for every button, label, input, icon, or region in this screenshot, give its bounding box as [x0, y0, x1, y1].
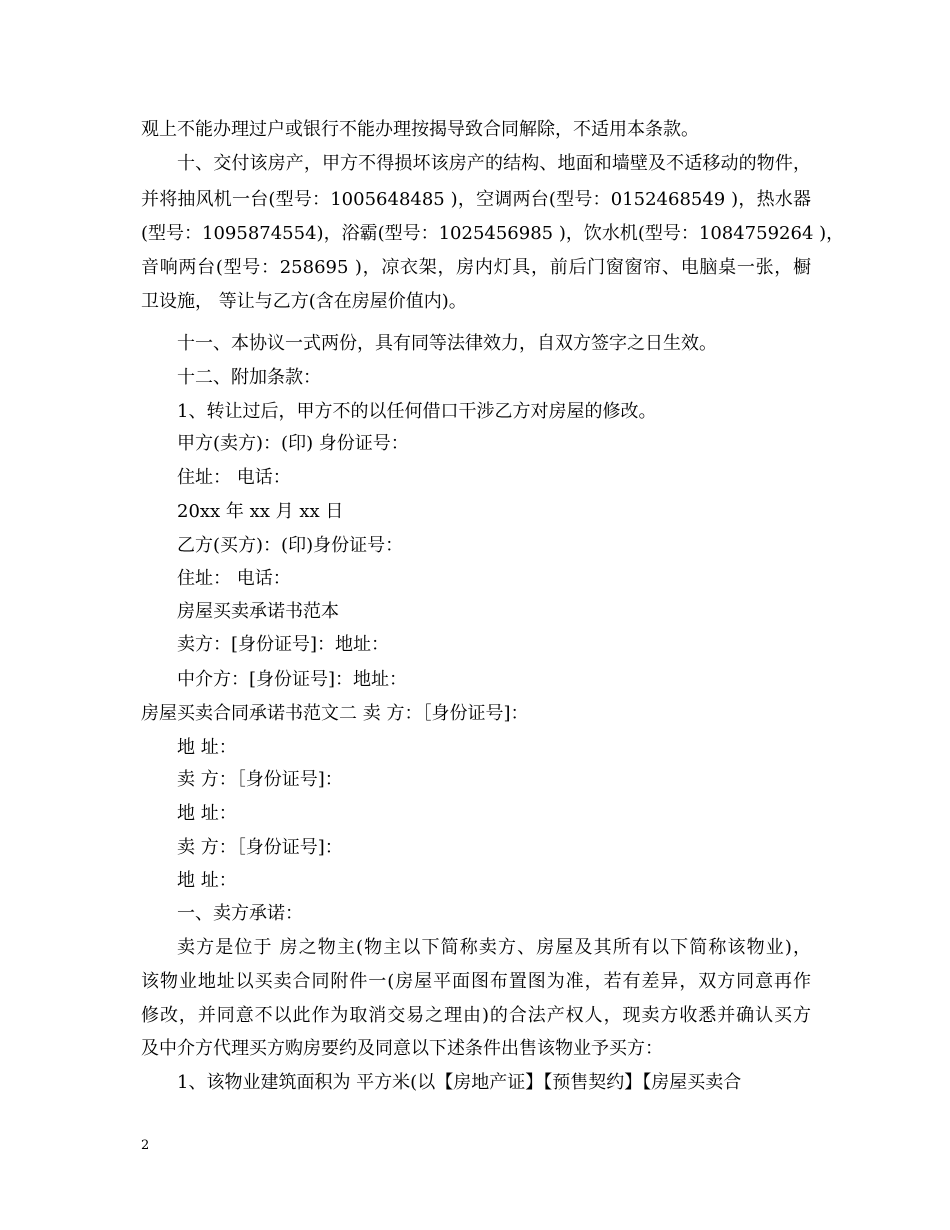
page-number: 2 [141, 1138, 150, 1153]
text-line-8: 十二、附加条款： [177, 367, 321, 388]
text-line-5: 音响两台(型号：258695 )，凉衣架，房内灯具，前后门窗窗帘、电脑桌一张，橱 [141, 257, 811, 278]
text-line-3: 并将抽风机一台(型号：1005648485 )，空调两台(型号：0152468549 )，热水器 [141, 189, 811, 210]
text-line-17: 中介方：[身份证号]：地址： [177, 669, 408, 690]
text-line-10: 甲方(卖方)：(印) 身份证号： [177, 433, 409, 454]
text-line-11: 住址： 电话： [177, 467, 291, 488]
text-line-29: 1、该物业建筑面积为 平方米(以【房地产证】【预售契约】【房屋买卖合 [177, 1072, 742, 1093]
text-line-13: 乙方(买方)：(印)身份证号： [177, 535, 404, 556]
text-line-28: 及中介方代理买方购房要约及同意以下述条件出售该物业予买方： [141, 1038, 663, 1059]
text-line-16: 卖方：[身份证号]：地址： [177, 634, 390, 655]
text-line-2: 十、交付该房产，甲方不得损坏该房产的结构、地面和墙壁及不适移动的物件， [177, 153, 811, 174]
text-line-6: 卫设施， 等让与乙方(含在房屋价值内)。 [141, 291, 467, 312]
text-line-9: 1、转让过后，甲方不的以任何借口干涉乙方对房屋的修改。 [177, 401, 657, 422]
text-line-15: 房屋买卖承诺书范本 [177, 601, 339, 622]
text-line-18: 房屋买卖合同承诺书范文二 卖 方：［身份证号]： [141, 703, 529, 724]
text-line-12: 20xx 年 xx 月 xx 日 [177, 501, 344, 522]
text-line-7: 十一、本协议一式两份，具有同等法律效力，自双方签字之日生效。 [177, 333, 717, 354]
text-line-26: 该物业地址以买卖合同附件一(房屋平面图布置图为准，若有差异，双方同意再作 [141, 971, 811, 992]
text-line-1: 观上不能办理过户或银行不能办理按揭导致合同解除，不适用本条款。 [141, 119, 699, 140]
text-line-27: 修改，并同意不以此作为取消交易之理由)的合法产权人，现卖方收悉并确认买方 [141, 1005, 811, 1026]
text-line-19: 地 址： [177, 737, 237, 758]
text-line-4: (型号：1095874554)，浴霸(型号：1025456985 )，饮水机(型号：1084759264 )， [141, 223, 845, 244]
text-line-23: 地 址： [177, 870, 237, 891]
text-line-24: 一、卖方承诺： [177, 903, 303, 924]
text-line-25: 卖方是位于 房之物主(物主以下简称卖方、房屋及其所有以下简称该物业)， [177, 937, 811, 958]
text-line-22: 卖 方：［身份证号]： [177, 837, 343, 858]
text-line-20: 卖 方：［身份证号]： [177, 769, 343, 790]
text-line-21: 地 址： [177, 803, 237, 824]
text-line-14: 住址： 电话： [177, 568, 291, 589]
